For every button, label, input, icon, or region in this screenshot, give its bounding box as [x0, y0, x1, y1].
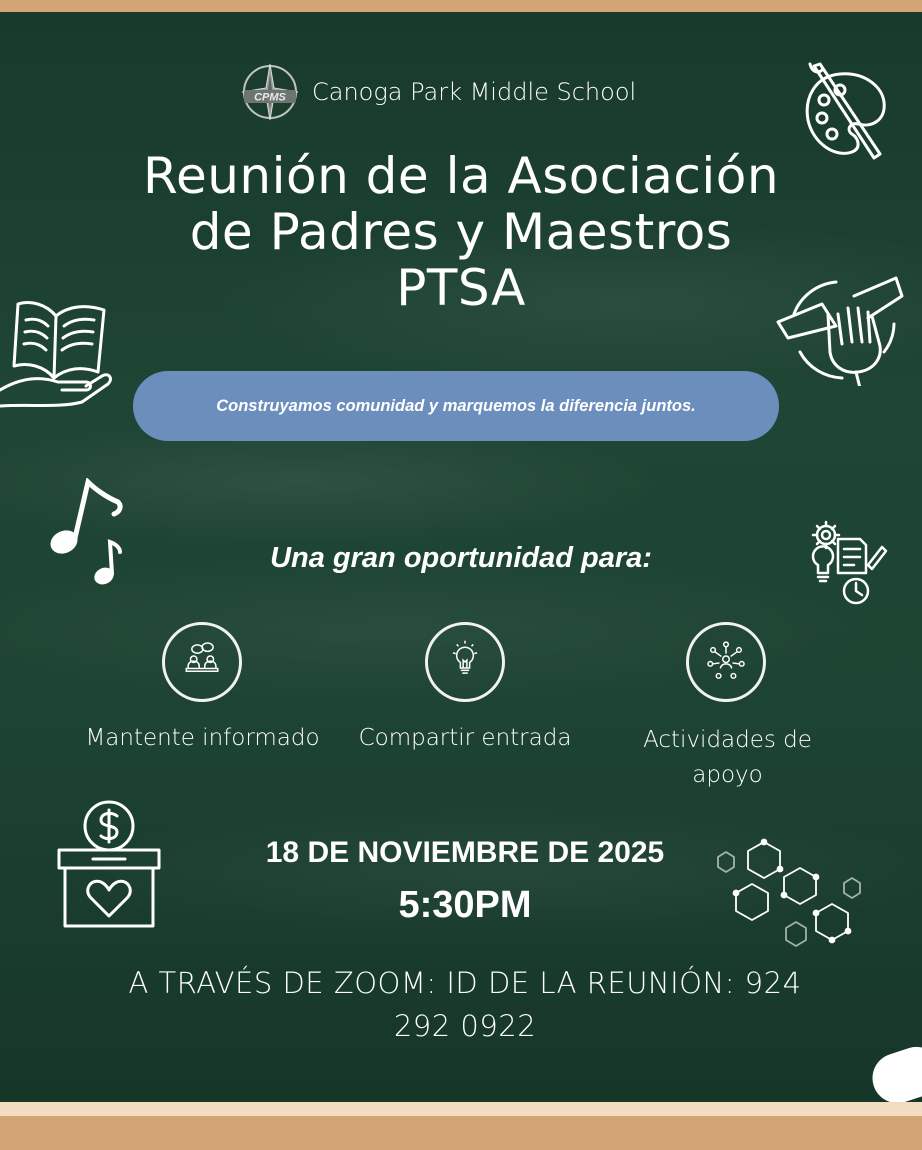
opportunity-heading: Una gran oportunidad para: — [270, 542, 652, 574]
feature-label-activities-line-2: apoyo — [692, 762, 763, 788]
zoom-info — [90, 962, 840, 1048]
svg-text:CPMS: CPMS — [254, 91, 286, 104]
feature-label-activities-line-1: Actividades de — [643, 727, 812, 753]
zoom-line-2: 292 0922 — [393, 1009, 537, 1043]
feature-label-activities — [610, 723, 845, 793]
music-notes-icon — [48, 478, 130, 586]
hands-together-icon — [772, 274, 907, 386]
feature-label-informed: Mantente informado — [85, 725, 320, 751]
meeting-icon — [162, 622, 242, 702]
title-line-2: de Padres y Maestros — [189, 203, 733, 261]
feature-label-share: Compartir entrada — [358, 725, 572, 751]
lightbulb-icon — [425, 622, 505, 702]
event-date: 18 DE NOVIEMBRE DE 2025 — [265, 836, 665, 869]
chalk-ledge — [0, 1102, 922, 1116]
event-time: 5:30PM — [398, 884, 532, 926]
school-header — [240, 62, 636, 122]
palette-icon — [800, 62, 892, 167]
title-line-1: Reunión de la Asociación — [142, 147, 780, 205]
frame-bottom — [0, 1116, 922, 1150]
chalkboard — [0, 12, 922, 1102]
school-logo — [240, 62, 300, 122]
gears-idea-icon — [800, 517, 888, 607]
tagline-banner — [133, 371, 779, 441]
chalk-piece — [866, 1040, 922, 1102]
network-icon — [686, 622, 766, 702]
donation-box-icon — [55, 798, 163, 930]
hexagons-icon — [712, 834, 864, 962]
title-line-3: PTSA — [396, 259, 526, 317]
tagline-text: Construyamos comunidad y marquemos la diferencia juntos. — [216, 396, 696, 415]
frame-top — [0, 0, 922, 12]
school-name: Canoga Park Middle School — [312, 78, 637, 106]
zoom-line-1: A TRAVÉS DE ZOOM: ID DE LA REUNIÓN: 924 — [128, 966, 802, 1000]
book-hand-icon — [0, 282, 118, 412]
